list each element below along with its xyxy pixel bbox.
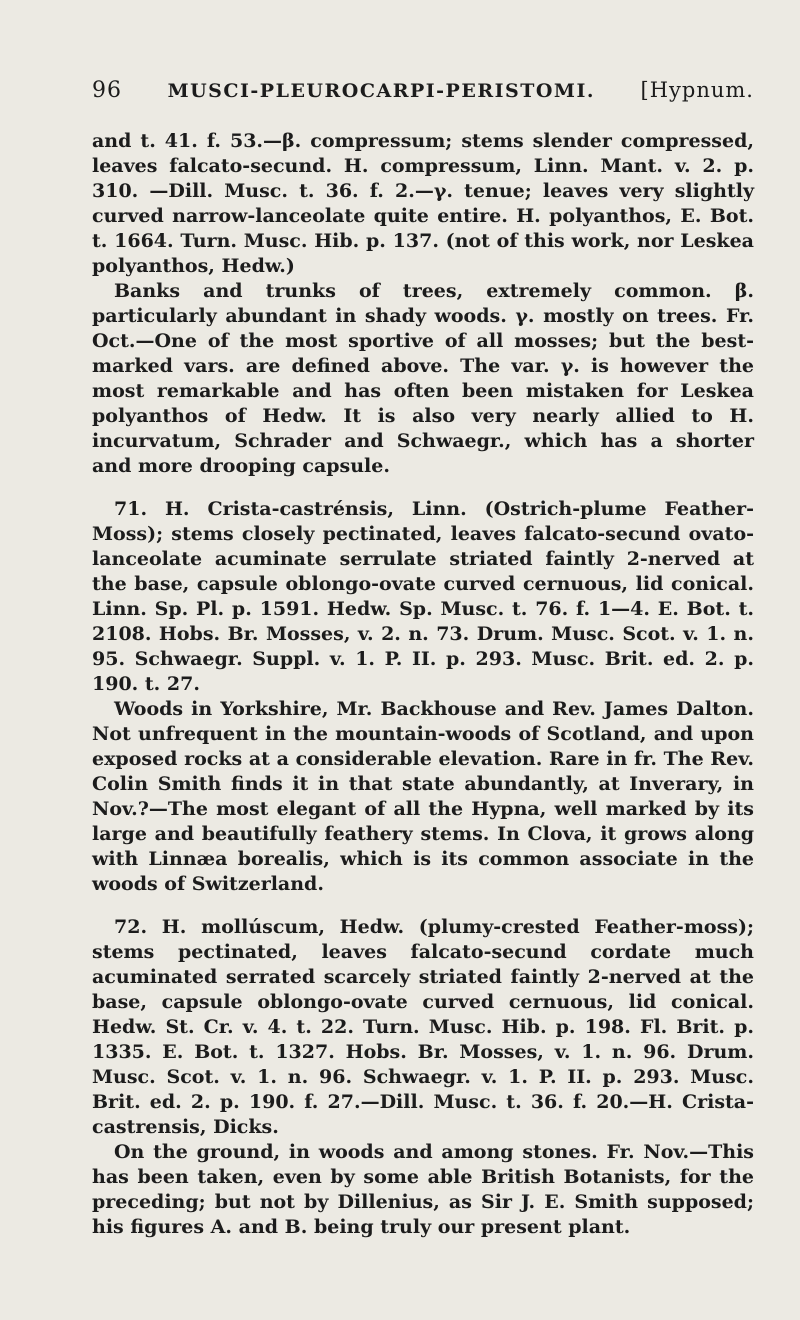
genus-label: [Hypnum. [640,78,754,102]
paragraph-species-72: 72. H. mollúscum, Hedw. (plumy-crested Feather-moss); stems pectinated, leaves falcato-secund cordate much acuminated serrated scarcely striated faintly 2-nerved at the base, capsule oblongo-ovate curved cernuous, lid conical. Hedw. St. Cr. v. 4. t. 22. Turn. Musc. Hib. p. 198. Fl. Brit. p. 1335. E. Bot. t. 1327. Hobs. Br. Mosses, v. 1. n. 96. Drum. Musc. Scot. v. 1. n. 96. Schwaegr. v. 1. P. II. p. 293. Musc. Brit. ed. 2. p. 190. f. 27.—Dill. Musc. t. 36. f. 20.—H. Crista-castrensis, Dicks. [92,916,754,1138]
paragraph-habitat-notes: Banks and trunks of trees, extremely common. β. particularly abundant in shady woods. γ. mostly on trees. Fr. Oct.—One of the most sportive of all mosses; but the best-marked vars. are defined above. The var. γ. is however the most remarkable and has often been mistaken for Leskea polyanthos of Hedw. It is also very nearly allied to H. incurvatum, Schrader and Schwaegr., which has a shorter and more drooping capsule. [92,280,754,477]
running-header [92,78,754,103]
paragraph-species-72-habitat: On the ground, in woods and among stones. Fr. Nov.—This has been taken, even by some able British Botanists, for the preceding; but not by Dillenius, as Sir J. E. Smith supposed; his figures A. and B. being truly our present plant. [92,1141,754,1238]
running-title: MUSCI-PLEUROCARPI-PERISTOMI. [167,80,595,102]
page-number: 96 [92,78,122,103]
paragraph-species-71-habitat: Woods in Yorkshire, Mr. Backhouse and Rev. James Dalton. Not unfrequent in the mountain-woods of Scotland, and upon exposed rocks at a considerable elevation. Rare in fr. The Rev. Colin Smith finds it in that state abundantly, at Inverary, in Nov.?—The most elegant of all the Hypna, well marked by its large and beautifully feathery stems. In Clova, it grows along with Linnæa borealis, which is its common associate in the woods of Switzerland. [92,698,754,895]
paragraph-var-descriptions: and t. 41. f. 53.—β. compressum; stems slender compressed, leaves falcato-secund. H. compressum, Linn. Mant. v. 2. p. 310. —Dill. Musc. t. 36. f. 2.—γ. tenue; leaves very slightly curved narrow-lanceolate quite entire. H. polyanthos, E. Bot. t. 1664. Turn. Musc. Hib. p. 137. (not of this work, nor Leskea polyanthos, Hedw.) [92,130,754,277]
paragraph-species-71: 71. H. Crista-castrénsis, Linn. (Ostrich-plume Feather-Moss); stems closely pectinated, leaves falcato-secund ovato-lanceolate acuminate serrulate striated faintly 2-nerved at the base, capsule oblongo-ovate curved cernuous, lid conical. Linn. Sp. Pl. p. 1591. Hedw. Sp. Musc. t. 76. f. 1—4. E. Bot. t. 2108. Hobs. Br. Mosses, v. 2. n. 73. Drum. Musc. Scot. v. 1. n. 95. Schwaegr. Suppl. v. 1. P. II. p. 293. Musc. Brit. ed. 2. p. 190. t. 27. [92,498,754,695]
